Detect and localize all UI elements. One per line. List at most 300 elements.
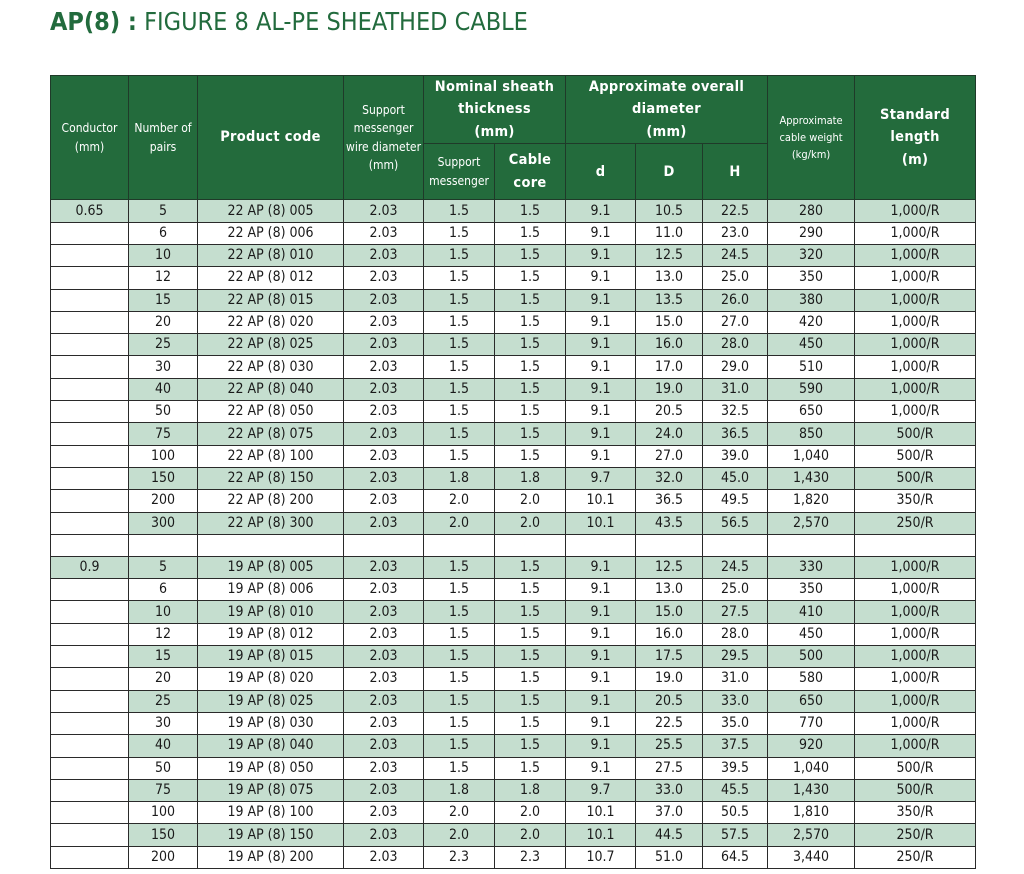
cell-sheath-core: 1.5 [495, 601, 566, 623]
cell-D: 16.0 [636, 623, 703, 645]
cell-d: 9.1 [566, 757, 636, 779]
cell-conductor [51, 423, 129, 445]
cell-product-code: 22 AP (8) 150 [198, 467, 344, 489]
cell-weight: 510 [768, 356, 855, 378]
cell-length: 500/R [855, 445, 976, 467]
cell-conductor [51, 334, 129, 356]
cell-H: 36.5 [703, 423, 768, 445]
cell-pairs: 75 [129, 779, 198, 801]
cell-product-code: 19 AP (8) 050 [198, 757, 344, 779]
cell-sheath-core: 1.5 [495, 378, 566, 400]
cell-product-code: 19 AP (8) 025 [198, 690, 344, 712]
cell-d: 9.1 [566, 556, 636, 578]
empty-cell [495, 534, 566, 556]
cell-pairs: 12 [129, 267, 198, 289]
cell-d: 9.1 [566, 267, 636, 289]
cell-sheath-core: 2.0 [495, 824, 566, 846]
cell-pairs: 5 [129, 556, 198, 578]
cell-length: 1,000/R [855, 646, 976, 668]
cell-d: 9.7 [566, 779, 636, 801]
cell-pairs: 10 [129, 245, 198, 267]
cell-sheath-support: 1.5 [424, 735, 495, 757]
cell-D: 32.0 [636, 467, 703, 489]
cell-H: 57.5 [703, 824, 768, 846]
cell-length: 1,000/R [855, 690, 976, 712]
cell-product-code: 19 AP (8) 010 [198, 601, 344, 623]
cell-product-code: 22 AP (8) 006 [198, 222, 344, 244]
cell-length: 500/R [855, 757, 976, 779]
header-sheath-core: Cable core [495, 144, 566, 200]
cell-H: 29.5 [703, 646, 768, 668]
cell-D: 17.0 [636, 356, 703, 378]
cell-sheath-core: 1.5 [495, 200, 566, 222]
cell-conductor [51, 802, 129, 824]
cell-D: 43.5 [636, 512, 703, 534]
cell-weight: 500 [768, 646, 855, 668]
cell-length: 1,000/R [855, 378, 976, 400]
cell-d: 10.1 [566, 802, 636, 824]
table-row [51, 824, 976, 846]
cell-pairs: 150 [129, 467, 198, 489]
cell-sheath-support: 1.5 [424, 646, 495, 668]
cell-pairs: 50 [129, 757, 198, 779]
cell-D: 27.0 [636, 445, 703, 467]
cell-support-wire: 2.03 [344, 423, 424, 445]
cell-product-code: 19 AP (8) 020 [198, 668, 344, 690]
cell-H: 22.5 [703, 200, 768, 222]
cell-support-wire: 2.03 [344, 846, 424, 868]
cell-weight: 1,820 [768, 490, 855, 512]
table-row [51, 378, 976, 400]
cell-weight: 350 [768, 579, 855, 601]
cell-length: 1,000/R [855, 668, 976, 690]
header-pairs: Number of pairs [129, 76, 198, 200]
cell-pairs: 20 [129, 311, 198, 333]
cell-weight: 650 [768, 690, 855, 712]
cell-sheath-core: 1.5 [495, 646, 566, 668]
table-row [51, 556, 976, 578]
cell-pairs: 15 [129, 289, 198, 311]
cell-support-wire: 2.03 [344, 356, 424, 378]
cell-product-code: 19 AP (8) 030 [198, 712, 344, 734]
cell-conductor [51, 512, 129, 534]
cell-conductor [51, 356, 129, 378]
cell-conductor [51, 579, 129, 601]
cell-d: 10.1 [566, 512, 636, 534]
cell-sheath-support: 1.5 [424, 289, 495, 311]
cell-pairs: 15 [129, 646, 198, 668]
cell-weight: 450 [768, 623, 855, 645]
cell-product-code: 19 AP (8) 040 [198, 735, 344, 757]
cell-H: 27.5 [703, 601, 768, 623]
table-row [51, 579, 976, 601]
cell-pairs: 30 [129, 712, 198, 734]
table-row [51, 601, 976, 623]
cell-conductor [51, 668, 129, 690]
empty-cell [51, 534, 129, 556]
page-title [50, 4, 528, 40]
cell-pairs: 300 [129, 512, 198, 534]
cell-support-wire: 2.03 [344, 200, 424, 222]
cell-pairs: 10 [129, 601, 198, 623]
cell-d: 9.1 [566, 579, 636, 601]
cell-pairs: 12 [129, 623, 198, 645]
cell-H: 39.5 [703, 757, 768, 779]
cell-sheath-support: 1.5 [424, 423, 495, 445]
cell-support-wire: 2.03 [344, 512, 424, 534]
cell-weight: 450 [768, 334, 855, 356]
cell-d: 9.1 [566, 735, 636, 757]
header-D: D [636, 144, 703, 200]
cell-support-wire: 2.03 [344, 289, 424, 311]
cell-support-wire: 2.03 [344, 556, 424, 578]
cell-sheath-core: 1.5 [495, 445, 566, 467]
cell-conductor [51, 378, 129, 400]
cell-sheath-support: 1.5 [424, 245, 495, 267]
table-row [51, 690, 976, 712]
table-row [51, 245, 976, 267]
cell-conductor [51, 289, 129, 311]
empty-cell [344, 534, 424, 556]
cell-D: 33.0 [636, 779, 703, 801]
cell-weight: 2,570 [768, 512, 855, 534]
cell-D: 10.5 [636, 200, 703, 222]
cell-H: 24.5 [703, 556, 768, 578]
cell-product-code: 19 AP (8) 005 [198, 556, 344, 578]
cell-product-code: 22 AP (8) 050 [198, 401, 344, 423]
cell-length: 500/R [855, 467, 976, 489]
cell-sheath-support: 1.8 [424, 779, 495, 801]
cell-product-code: 19 AP (8) 075 [198, 779, 344, 801]
table-row [51, 356, 976, 378]
cell-pairs: 5 [129, 200, 198, 222]
cell-product-code: 22 AP (8) 005 [198, 200, 344, 222]
cell-d: 9.1 [566, 646, 636, 668]
cell-product-code: 22 AP (8) 020 [198, 311, 344, 333]
cell-D: 13.5 [636, 289, 703, 311]
cell-sheath-support: 1.5 [424, 356, 495, 378]
cell-D: 37.0 [636, 802, 703, 824]
cell-conductor [51, 712, 129, 734]
cell-length: 500/R [855, 779, 976, 801]
table-row [51, 311, 976, 333]
header-support-wire: Support messenger wire diameter (mm) [344, 76, 424, 200]
cell-sheath-support: 2.0 [424, 490, 495, 512]
title-text: FIGURE 8 AL-PE SHEATHED CABLE [144, 7, 528, 36]
cell-H: 45.5 [703, 779, 768, 801]
cell-d: 9.1 [566, 601, 636, 623]
table-row [51, 334, 976, 356]
cell-weight: 280 [768, 200, 855, 222]
cell-product-code: 19 AP (8) 015 [198, 646, 344, 668]
table-row [51, 735, 976, 757]
cell-H: 45.0 [703, 467, 768, 489]
cell-support-wire: 2.03 [344, 668, 424, 690]
cell-length: 1,000/R [855, 579, 976, 601]
cell-conductor: 0.65 [51, 200, 129, 222]
cell-weight: 650 [768, 401, 855, 423]
cell-sheath-support: 2.0 [424, 824, 495, 846]
table-row [51, 200, 976, 222]
cell-sheath-core: 2.0 [495, 512, 566, 534]
cell-pairs: 25 [129, 690, 198, 712]
cell-length: 1,000/R [855, 712, 976, 734]
cell-product-code: 22 AP (8) 075 [198, 423, 344, 445]
cell-product-code: 22 AP (8) 200 [198, 490, 344, 512]
cell-H: 28.0 [703, 334, 768, 356]
cell-pairs: 6 [129, 222, 198, 244]
cell-product-code: 19 AP (8) 200 [198, 846, 344, 868]
cell-d: 9.7 [566, 467, 636, 489]
cell-H: 33.0 [703, 690, 768, 712]
cell-sheath-support: 1.5 [424, 401, 495, 423]
cell-length: 1,000/R [855, 245, 976, 267]
empty-cell [703, 534, 768, 556]
cell-pairs: 6 [129, 579, 198, 601]
cell-support-wire: 2.03 [344, 779, 424, 801]
cell-length: 1,000/R [855, 556, 976, 578]
table-row [51, 712, 976, 734]
cell-conductor [51, 311, 129, 333]
cell-H: 32.5 [703, 401, 768, 423]
cell-length: 1,000/R [855, 289, 976, 311]
cell-weight: 1,810 [768, 802, 855, 824]
cell-support-wire: 2.03 [344, 579, 424, 601]
group-separator [51, 534, 976, 556]
cell-support-wire: 2.03 [344, 467, 424, 489]
table-row [51, 222, 976, 244]
cell-D: 11.0 [636, 222, 703, 244]
cell-d: 9.1 [566, 668, 636, 690]
cell-length: 250/R [855, 824, 976, 846]
cell-sheath-support: 1.5 [424, 690, 495, 712]
cell-support-wire: 2.03 [344, 445, 424, 467]
cell-d: 9.1 [566, 200, 636, 222]
header-conductor: Conductor (mm) [51, 76, 129, 200]
cell-sheath-core: 1.5 [495, 356, 566, 378]
cell-weight: 350 [768, 267, 855, 289]
cell-weight: 330 [768, 556, 855, 578]
cell-D: 12.5 [636, 245, 703, 267]
table-row [51, 846, 976, 868]
table-row [51, 490, 976, 512]
cell-pairs: 200 [129, 490, 198, 512]
cell-H: 27.0 [703, 311, 768, 333]
cell-product-code: 19 AP (8) 150 [198, 824, 344, 846]
cell-D: 36.5 [636, 490, 703, 512]
cell-D: 13.0 [636, 579, 703, 601]
cell-pairs: 150 [129, 824, 198, 846]
cell-d: 9.1 [566, 623, 636, 645]
cell-sheath-support: 1.5 [424, 445, 495, 467]
cell-length: 1,000/R [855, 401, 976, 423]
cell-sheath-core: 1.5 [495, 712, 566, 734]
cell-length: 1,000/R [855, 601, 976, 623]
cell-H: 35.0 [703, 712, 768, 734]
cell-D: 17.5 [636, 646, 703, 668]
cell-length: 1,000/R [855, 356, 976, 378]
cell-D: 15.0 [636, 601, 703, 623]
cell-weight: 380 [768, 289, 855, 311]
table-row [51, 623, 976, 645]
cell-conductor [51, 222, 129, 244]
table-row [51, 512, 976, 534]
cell-sheath-core: 1.5 [495, 735, 566, 757]
cell-sheath-support: 1.5 [424, 623, 495, 645]
cell-product-code: 19 AP (8) 100 [198, 802, 344, 824]
cell-sheath-core: 1.5 [495, 311, 566, 333]
cell-weight: 580 [768, 668, 855, 690]
cell-H: 29.0 [703, 356, 768, 378]
table-row [51, 267, 976, 289]
cell-conductor [51, 690, 129, 712]
cell-weight: 1,430 [768, 467, 855, 489]
cell-weight: 1,040 [768, 757, 855, 779]
cell-d: 10.1 [566, 490, 636, 512]
cell-conductor [51, 267, 129, 289]
header-H: H [703, 144, 768, 200]
empty-cell [129, 534, 198, 556]
cell-support-wire: 2.03 [344, 601, 424, 623]
table-row [51, 646, 976, 668]
cell-support-wire: 2.03 [344, 222, 424, 244]
cell-conductor [51, 824, 129, 846]
table-body [51, 200, 976, 869]
empty-cell [855, 534, 976, 556]
cell-D: 16.0 [636, 334, 703, 356]
header-weight: Approximate cable weight (kg/km) [768, 76, 855, 200]
cell-D: 20.5 [636, 690, 703, 712]
cell-sheath-core: 1.5 [495, 245, 566, 267]
cell-H: 28.0 [703, 623, 768, 645]
cell-support-wire: 2.03 [344, 401, 424, 423]
cell-D: 27.5 [636, 757, 703, 779]
cell-conductor [51, 245, 129, 267]
cell-conductor [51, 467, 129, 489]
table-row [51, 289, 976, 311]
cell-D: 20.5 [636, 401, 703, 423]
cell-sheath-support: 1.5 [424, 712, 495, 734]
cell-length: 250/R [855, 846, 976, 868]
cell-length: 1,000/R [855, 222, 976, 244]
cell-d: 10.1 [566, 824, 636, 846]
cell-weight: 1,040 [768, 445, 855, 467]
header-sheath: Nominal sheath thickness (mm) [424, 76, 566, 144]
cell-H: 31.0 [703, 378, 768, 400]
cell-H: 50.5 [703, 802, 768, 824]
cell-weight: 420 [768, 311, 855, 333]
cell-support-wire: 2.03 [344, 378, 424, 400]
cell-support-wire: 2.03 [344, 757, 424, 779]
cell-sheath-core: 1.5 [495, 668, 566, 690]
cell-conductor [51, 490, 129, 512]
header-sheath-support: Support messenger [424, 144, 495, 200]
cell-product-code: 22 AP (8) 025 [198, 334, 344, 356]
cell-support-wire: 2.03 [344, 490, 424, 512]
cell-length: 1,000/R [855, 623, 976, 645]
cell-pairs: 200 [129, 846, 198, 868]
cell-pairs: 100 [129, 802, 198, 824]
cell-sheath-core: 1.5 [495, 289, 566, 311]
table-row [51, 802, 976, 824]
cell-conductor [51, 601, 129, 623]
cell-d: 9.1 [566, 222, 636, 244]
cell-product-code: 22 AP (8) 300 [198, 512, 344, 534]
table-row [51, 779, 976, 801]
cell-weight: 850 [768, 423, 855, 445]
cell-product-code: 19 AP (8) 012 [198, 623, 344, 645]
cell-sheath-support: 2.0 [424, 512, 495, 534]
cell-sheath-core: 1.5 [495, 579, 566, 601]
empty-cell [424, 534, 495, 556]
cell-pairs: 50 [129, 401, 198, 423]
cell-H: 49.5 [703, 490, 768, 512]
cell-H: 23.0 [703, 222, 768, 244]
cell-conductor [51, 445, 129, 467]
cell-D: 19.0 [636, 378, 703, 400]
cell-H: 24.5 [703, 245, 768, 267]
cell-conductor [51, 735, 129, 757]
title-code: AP(8) : [50, 7, 137, 36]
cell-weight: 2,570 [768, 824, 855, 846]
table-row [51, 668, 976, 690]
cell-length: 250/R [855, 512, 976, 534]
cell-length: 350/R [855, 802, 976, 824]
cell-length: 1,000/R [855, 200, 976, 222]
cell-D: 25.5 [636, 735, 703, 757]
cell-sheath-support: 1.5 [424, 200, 495, 222]
cell-H: 25.0 [703, 579, 768, 601]
cell-d: 9.1 [566, 334, 636, 356]
cell-d: 9.1 [566, 423, 636, 445]
cell-D: 51.0 [636, 846, 703, 868]
cell-D: 12.5 [636, 556, 703, 578]
empty-cell [768, 534, 855, 556]
cell-sheath-core: 1.5 [495, 401, 566, 423]
cell-sheath-core: 2.3 [495, 846, 566, 868]
header-product-code: Product code [198, 76, 344, 200]
cell-length: 350/R [855, 490, 976, 512]
cell-sheath-core: 1.8 [495, 779, 566, 801]
cell-weight: 410 [768, 601, 855, 623]
cell-pairs: 20 [129, 668, 198, 690]
cell-H: 37.5 [703, 735, 768, 757]
cell-product-code: 22 AP (8) 010 [198, 245, 344, 267]
empty-cell [566, 534, 636, 556]
empty-cell [198, 534, 344, 556]
cell-support-wire: 2.03 [344, 802, 424, 824]
header-overall-diameter: Approximate overall diameter (mm) [566, 76, 768, 144]
cell-support-wire: 2.03 [344, 245, 424, 267]
cell-D: 13.0 [636, 267, 703, 289]
cell-conductor [51, 401, 129, 423]
cell-weight: 320 [768, 245, 855, 267]
cell-sheath-support: 1.5 [424, 556, 495, 578]
cell-product-code: 19 AP (8) 006 [198, 579, 344, 601]
cell-conductor [51, 846, 129, 868]
cell-H: 56.5 [703, 512, 768, 534]
cell-pairs: 25 [129, 334, 198, 356]
cell-weight: 3,440 [768, 846, 855, 868]
cell-sheath-support: 1.5 [424, 311, 495, 333]
cell-D: 15.0 [636, 311, 703, 333]
cell-pairs: 40 [129, 378, 198, 400]
cell-conductor [51, 757, 129, 779]
cell-sheath-core: 1.5 [495, 334, 566, 356]
cell-length: 500/R [855, 423, 976, 445]
cell-pairs: 100 [129, 445, 198, 467]
cell-d: 9.1 [566, 690, 636, 712]
